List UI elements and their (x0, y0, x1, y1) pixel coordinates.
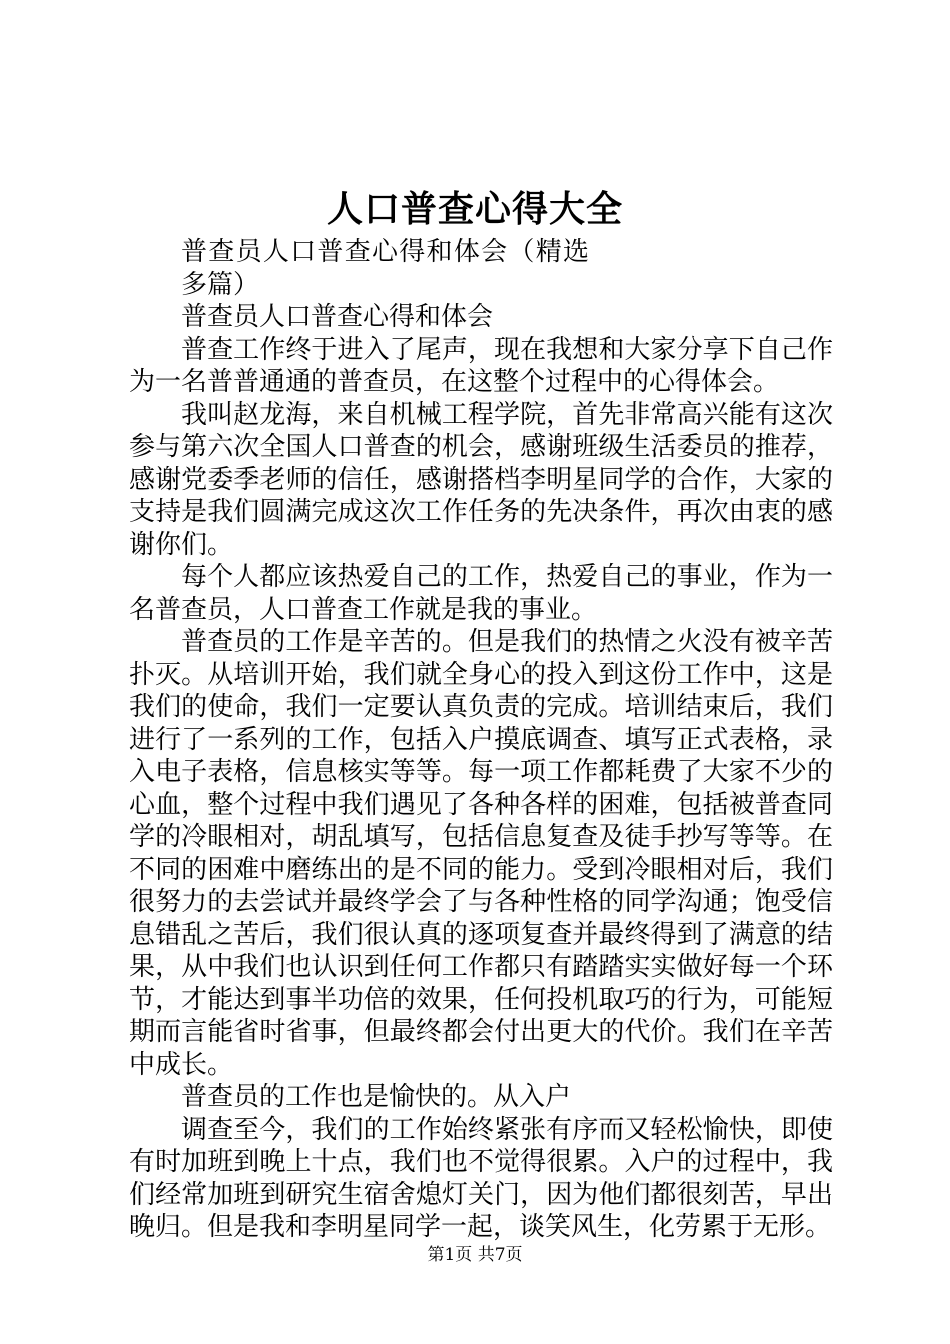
document-body (129, 236, 833, 1244)
subtitle (129, 236, 589, 301)
document-title: 人口普查心得大全 (326, 188, 623, 230)
section-heading: 普查员人口普查心得和体会 (181, 302, 494, 332)
page-footer: 第1页 共7页 (427, 1245, 523, 1265)
paragraph-5: 普查员的工作也是愉快的。从入户 (181, 1082, 572, 1112)
paragraph-6: 调查至今，我们的工作始终紧张有序而又轻松愉快，即使有时加班到晚上十点，我们也不觉得很累。入户的过程中，我们经常加班到研究生宿舍熄灯关门，因为他们都很刻苦，早出晚归。但是我和李明星同学一起，谈笑风生，化劳累于无形。 (129, 1114, 833, 1242)
subtitle-text: 普查员人口普查心得和体会（精选多篇） (181, 237, 589, 300)
paragraph-4: 普查员的工作是辛苦的。但是我们的热情之火没有被辛苦扑灭。从培训开始，我们就全身心的投入到这份工作中，这是我们的使命，我们一定要认真负责的完成。培训结束后，我们进行了一系列的工作，包括入户摸底调查、填写正式表格，录入电子表格，信息核实等等。每一项工作都耗费了大家不少的心血，整个过程中我们遇见了各种各样的困难，包括被普查同学的冷眼相对，胡乱填写，包括信息复查及徒手抄写等等。在不同的困难中磨练出的是不同的能力。受到冷眼相对后，我们很努力的去尝试并最终学会了与各种性格的同学沟通；饱受信息错乱之苦后，我们很认真的逐项复查并最终得到了满意的结果，从中我们也认识到任何工作都只有踏踏实实做好每一个环节，才能达到事半功倍的效果，任何投机取巧的行为，可能短期而言能省时省事，但最终都会付出更大的代价。我们在辛苦中成长。 (129, 627, 833, 1080)
paragraph-3: 每个人都应该热爱自己的工作，热爱自己的事业，作为一名普查员，人口普查工作就是我的事业。 (129, 562, 833, 625)
paragraph-2: 我叫赵龙海，来自机械工程学院，首先非常高兴能有这次参与第六次全国人口普查的机会，感谢班级生活委员的推荐，感谢党委季老师的信任，感谢搭档李明星同学的合作，大家的支持是我们圆满完成这次工作任务的先决条件，再次由衷的感谢你们。 (129, 399, 833, 560)
paragraph-1: 普查工作终于进入了尾声，现在我想和大家分享下自己作为一名普普通通的普查员，在这整个过程中的心得体会。 (129, 334, 833, 397)
